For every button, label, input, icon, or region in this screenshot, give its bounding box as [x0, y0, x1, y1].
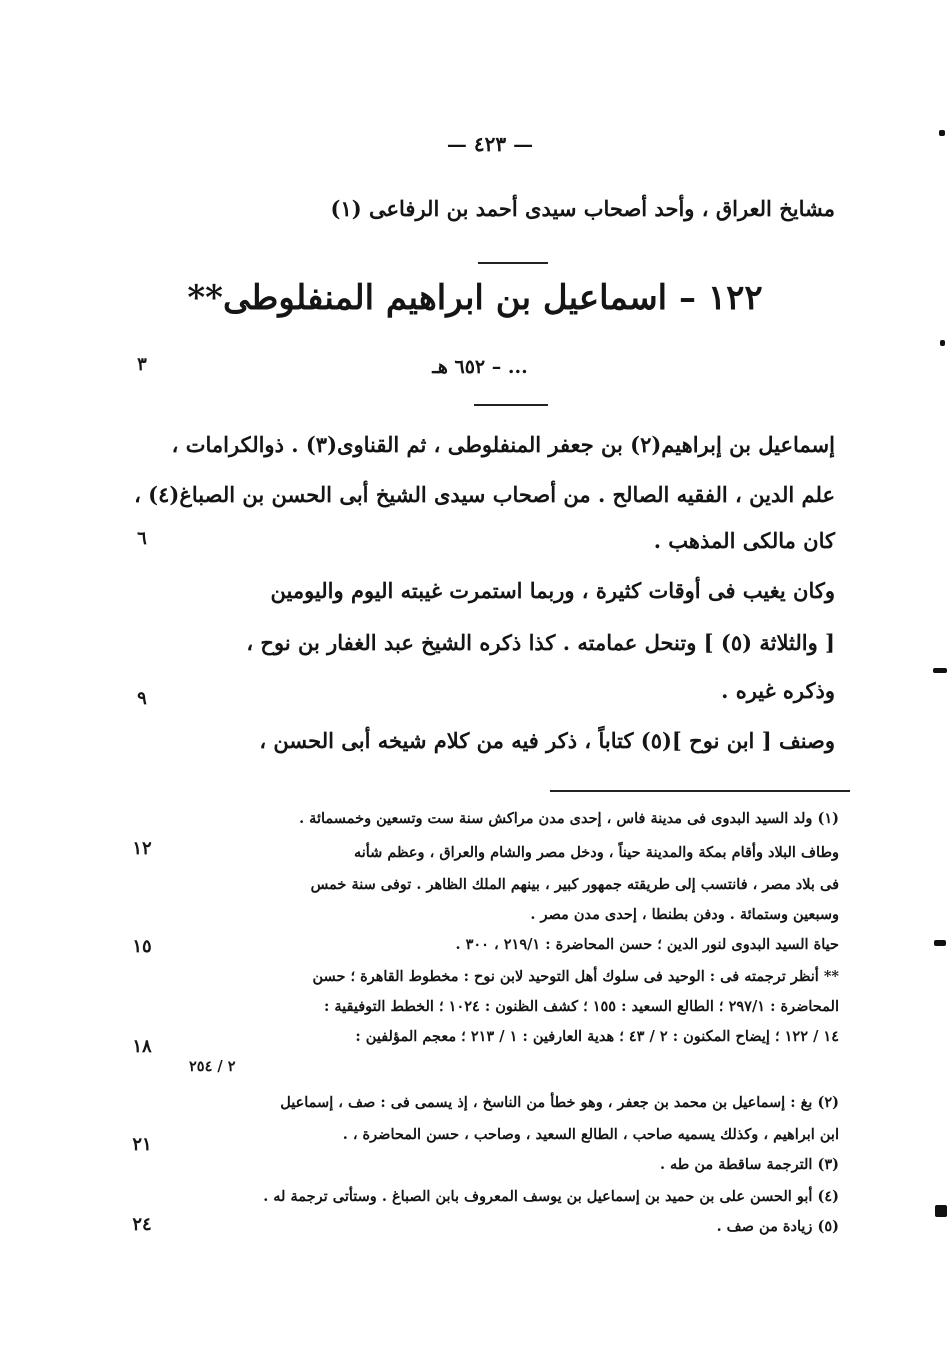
margin-line-number: ١٥	[132, 936, 152, 957]
footnote-line: وسبعين وستمائة . ودفن بطنطا ، إحدى مدن مصر .	[530, 906, 839, 923]
footnote-line: (٥) زيادة من صف .	[716, 1218, 839, 1235]
scan-speck	[940, 340, 945, 346]
footnote-line: المحاضرة : ٢٩٧/١ ؛ الطالع السعيد : ١٥٥ ؛ كشف الظنون : ١٠٢٤ ؛ الخطط التوفيقية :	[323, 998, 839, 1015]
footnote-line: حياة السيد البدوى لنور الدين ؛ حسن المحاضرة : ٢١٩/١ ، ٣٠٠ .	[455, 936, 839, 953]
title-rule-bottom	[474, 404, 548, 406]
entry-title: ١٢٢ – اسماعيل بن ابراهيم المنفلوطى**	[187, 278, 763, 318]
margin-line-number: ٢٤	[132, 1214, 152, 1235]
margin-line-number: ١٢	[132, 838, 152, 859]
body-line: وذكره غيره .	[721, 678, 835, 703]
footnote-line: وطاف البلاد وأقام بمكة والمدينة حيناً ، ودخل مصر والشام والعراق ، وعظم شأنه	[353, 844, 839, 861]
margin-line-number: ٩	[137, 688, 147, 709]
continuation-line: مشايخ العراق ، وأحد أصحاب سيدى أحمد بن الرفاعى (١)	[330, 196, 835, 221]
footnote-separator	[550, 790, 850, 792]
entry-dates: ... – ٦٥٢ هـ	[432, 356, 528, 378]
margin-line-number: ٢١	[132, 1134, 152, 1155]
body-line: إسماعيل بن إبراهيم(٢) بن جعفر المنفلوطى ، ثم القناوى(٣) . ذوالكرامات ،	[171, 432, 835, 457]
margin-line-number: ١٨	[132, 1036, 152, 1057]
scan-speck	[933, 668, 947, 673]
page-number: — ٤٢٣ —	[446, 132, 534, 156]
body-line: [ والثلاثة (٥) ] وتنحل عمامته . كذا ذكره الشيخ عبد الغفار بن نوح ،	[246, 630, 835, 655]
footnote-line: ** أنظر ترجمته فى : الوحيد فى سلوك أهل التوحيد لابن نوح : مخطوط القاهرة ؛ حسن	[312, 968, 839, 985]
footnote-line: فى بلاد مصر ، فانتسب إلى طريقته جمهور كبير ، بينهم الملك الظاهر . توفى سنة خمس	[310, 876, 839, 893]
footnote-line: (٣) الترجمة ساقطة من طه .	[659, 1156, 839, 1173]
body-line: وصنف [ ابن نوح ](٥) كتاباً ، ذكر فيه من كلام شيخه أبى الحسن ،	[259, 728, 835, 753]
margin-line-number: ٦	[137, 528, 147, 549]
scan-speck	[939, 130, 945, 136]
scan-speck	[935, 1205, 947, 1217]
margin-line-number: ٣	[137, 354, 147, 375]
footnote-line: (٢) بغ : إسماعيل بن محمد بن جعفر ، وهو خطأ من الناسخ ، إذ يسمى فى : صف ، إسماعيل	[280, 1094, 839, 1111]
footnote-line: ابن ابراهيم ، وكذلك يسميه صاحب ، الطالع السعيد ، وصاحب ، حسن المحاضرة ، .	[342, 1126, 839, 1143]
body-line: علم الدين ، الفقيه الصالح . من أصحاب سيدى الشيخ أبى الحسن بن الصباغ(٤) ،	[134, 482, 835, 507]
title-rule-top	[478, 262, 548, 264]
footnote-line: ٢ / ٢٥٤	[189, 1058, 236, 1075]
footnote-line: (١) ولد السيد البدوى فى مدينة فاس ، إحدى مدن مراكش سنة ست وتسعين وخمسمائة .	[299, 810, 839, 827]
footnote-line: (٤) أبو الحسن على بن حميد بن إسماعيل بن يوسف المعروف بابن الصباغ . وستأتى ترجمة له .	[263, 1188, 839, 1205]
footnote-line: ١٤ / ١٢٢ ؛ إيضاح المكنون : ٢ / ٤٣ ؛ هدية العارفين : ١ / ٢١٣ ؛ معجم المؤلفين :	[355, 1028, 839, 1045]
body-line: كان مالكى المذهب .	[653, 528, 835, 553]
body-line: وكان يغيب فى أوقات كثيرة ، وربما استمرت غيبته اليوم واليومين	[270, 578, 835, 603]
scan-speck	[934, 940, 946, 946]
